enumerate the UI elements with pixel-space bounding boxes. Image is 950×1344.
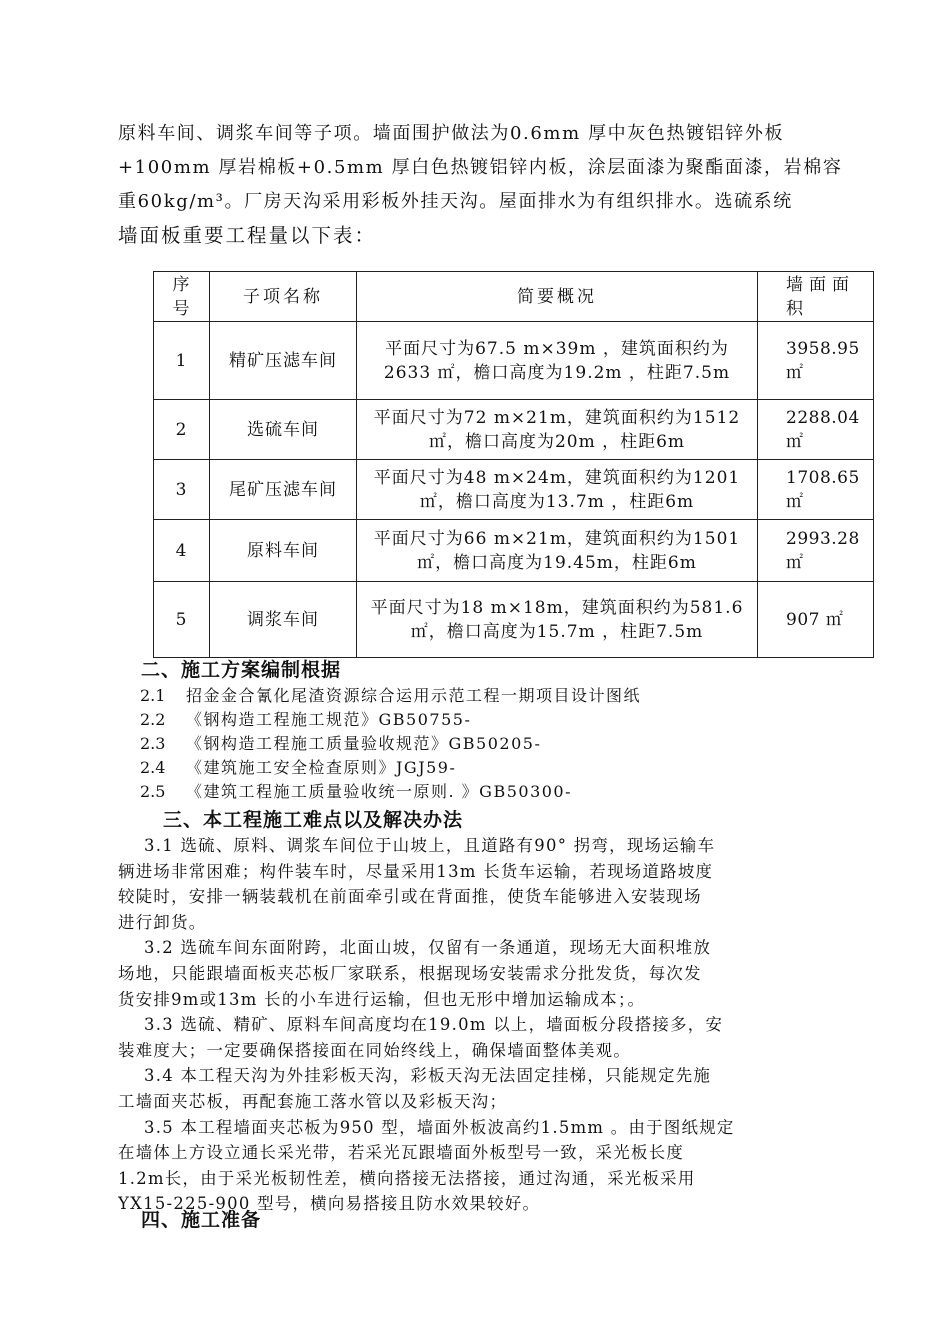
table-header-row [154,272,874,322]
header-cell-no: 序号 [154,272,210,322]
header-cell-area: 墙面面积 [758,272,874,322]
row-area: 2993.28 ㎡ [758,520,874,582]
table-row [154,520,874,582]
intro-line: 重60kg/m³。厂房天沟采用彩板外挂天沟。屋面排水为有组织排水。选硫系统 [118,191,793,212]
body-line: 装难度大；一定要确保搭接面在同始终线上，确保墙面整体美观。 [118,1040,632,1060]
header-cell-desc: 简要概况 [357,272,758,322]
body-line: 进行卸货。 [118,912,207,932]
row-name: 尾矿压滤车间 [210,460,357,520]
reference-item [140,732,541,756]
body-line: 1.2m长，由于采光板韧性差，横向搭接无法搭接，通过沟通，采光板采用 [118,1168,696,1188]
section2-heading: 二、施工方案编制根据 [141,659,342,681]
section3-heading: 三、本工程施工难点以及解决办法 [163,809,464,831]
intro-paragraph [118,117,854,253]
body-line: 3.1 选硫、原料、调浆车间位于山坡上，且道路有90° 拐弯，现场运输车 [144,836,716,855]
body-line: YX15-225-900 型号，横向易搭接且防水效果较好。 [118,1194,541,1214]
reference-number: 2.4 [140,758,166,777]
row-desc: 平面尺寸为48 m×24m，建筑面积约为1201 ㎡，檐口高度为13.7m ，柱距6m [357,460,758,520]
row-no: 3 [154,460,210,520]
reference-number: 2.3 [140,734,166,753]
body-line: 工墙面夹芯板，再配套施工落水管以及彩板天沟； [118,1091,508,1111]
body-line: 较陡时，安排一辆装载机在前面牵引或在背面推，使货车能够进入安装现场 [118,887,702,907]
reference-item [140,780,572,804]
table-row [154,582,874,658]
row-no: 2 [154,400,210,460]
row-name: 调浆车间 [210,582,357,658]
row-no: 5 [154,582,210,658]
intro-line: 墙面板重要工程量以下表： [118,224,377,247]
reference-text: 《钢构造工程施工规范》GB50755- [186,710,472,729]
reference-text: 《建筑工程施工质量验收统一原则. 》GB50300- [186,782,573,801]
row-desc: 平面尺寸为72 m×21m，建筑面积约为1512 ㎡，檐口高度为20m ，柱距6m [357,400,758,460]
body-line: 3.2 选硫车间东面附跨，北面山坡，仅留有一条通道，现场无大面积堆放 [144,938,712,958]
reference-text: 《钢构造工程施工质量验收规范》GB50205- [186,734,542,753]
body-line: 货安排9m或13m 长的小车进行运输，但也无形中增加运输成本；。 [118,989,646,1009]
body-line: 3.3 选硫、精矿、原料车间高度均在19.0m 以上，墙面板分段搭接多，安 [144,1015,724,1035]
row-desc: 平面尺寸为18 m×18m，建筑面积约为581.6㎡，檐口高度为15.7m ，柱距7.5m [357,582,758,658]
intro-line: +100mm 厚岩棉板+0.5mm 厚白色热镀铝锌内板，涂层面漆为聚酯面漆，岩棉容 [118,157,843,178]
body-line: 场地，只能跟墙面板夹芯板厂家联系，根据现场安装需求分批发货，每次发 [118,963,702,983]
row-name: 原料车间 [210,520,357,582]
body-line: 3.4 本工程天沟为外挂彩板天沟，彩板天沟无法固定挂梯，只能规定先施 [144,1066,712,1086]
row-no: 4 [154,520,210,582]
row-name: 精矿压滤车间 [210,322,357,400]
reference-text: 招金金合氰化尾渣资源综合运用示范工程一期项目设计图纸 [186,686,642,705]
reference-item [140,684,641,708]
row-area: 2288.04 ㎡ [758,400,874,460]
row-desc: 平面尺寸为67.5 m×39m ，建筑面积约为2633 ㎡，檐口高度为19.2m ，柱距7.5m [357,322,758,400]
row-name: 选硫车间 [210,400,357,460]
body-line: 辆进场非常困难；构件装车时，尽量采用13m 长货车运输，若现场道路坡度 [118,861,714,881]
row-no: 1 [154,322,210,400]
section4-heading: 四、施工准备 [141,1209,262,1231]
quantity-table [153,271,874,658]
reference-item [140,708,471,732]
reference-number: 2.1 [140,686,166,705]
reference-number: 2.2 [140,710,166,729]
body-line: 在墙体上方设立通长采光带，若采光瓦跟墙面外板型号一致，采光板长度 [118,1143,685,1163]
body-line: 3.5 本工程墙面夹芯板为950 型，墙面外板波高约1.5mm 。由于图纸规定 [144,1117,735,1137]
reference-number: 2.5 [140,782,166,801]
table-row [154,322,874,400]
row-area: 3958.95 ㎡ [758,322,874,400]
row-desc: 平面尺寸为66 m×21m，建筑面积约为1501 ㎡，檐口高度为19.45m，柱距6m [357,520,758,582]
row-area: 907 ㎡ [758,582,874,658]
header-cell-name: 子项名称 [210,272,357,322]
reference-item [140,756,456,780]
table-row [154,460,874,520]
section3-body [118,833,858,1217]
table-row [154,400,874,460]
reference-text: 《建筑施工安全检查原则》JGJ59- [186,758,457,777]
intro-line: 原料车间、调浆车间等子项。墙面围护做法为0.6mm 厚中灰色热镀铝锌外板 [118,123,785,144]
row-area: 1708.65 ㎡ [758,460,874,520]
